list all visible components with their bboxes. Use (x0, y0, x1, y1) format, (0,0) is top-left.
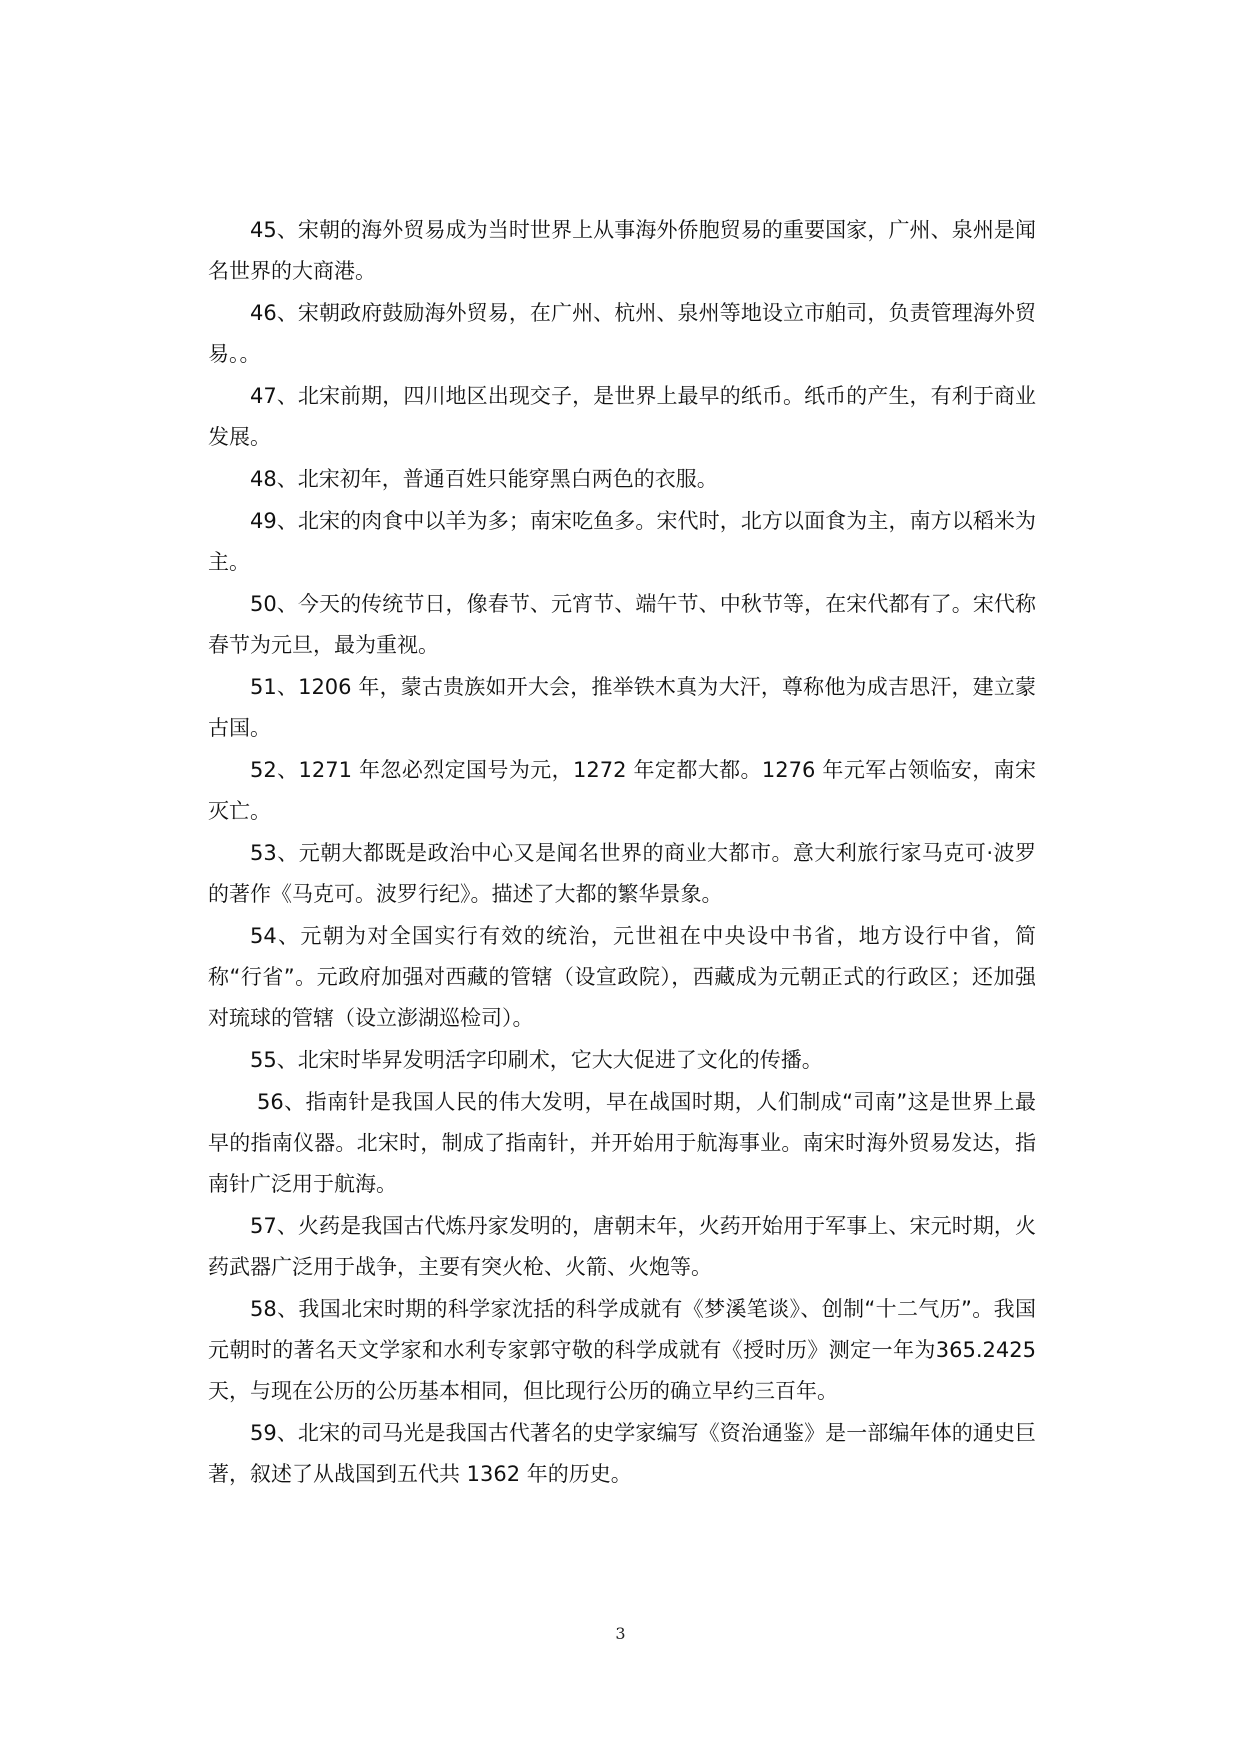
paragraph-59: 59、北宋的司马光是我国古代著名的史学家编写《资治通鉴》是一部编年体的通史巨著，叙述了从战国到五代共 1362 年的历史。 (208, 1421, 1036, 1486)
paragraph-54: 54、元朝为对全国实行有效的统治，元世祖在中央设中书省，地方设行中省，简称“行省”。元政府加强对西藏的管辖（设宣政院），西藏成为元朝正式的行政区；还加强对琉球的管辖（设立澎湖巡检司）。 (208, 924, 1036, 1030)
paragraph-57: 57、火药是我国古代炼丹家发明的，唐朝末年，火药开始用于军事上、宋元时期，火药武器广泛用于战争，主要有突火枪、火箭、火炮等。 (208, 1214, 1036, 1279)
paragraph-49: 49、北宋的肉食中以羊为多；南宋吃鱼多。宋代时，北方以面食为主，南方以稻米为主。 (208, 509, 1036, 574)
paragraph-52: 52、1271 年忽必烈定国号为元，1272 年定都大都。1276 年元军占领临安，南宋灭亡。 (208, 758, 1036, 823)
paragraph-45: 45、宋朝的海外贸易成为当时世界上从事海外侨胞贸易的重要国家，广州、泉州是闻名世界的大商港。 (208, 218, 1036, 283)
paragraph-48: 48、北宋初年，普通百姓只能穿黑白两色的衣服。 (250, 467, 718, 491)
document-body (208, 210, 1036, 1496)
page-number: 3 (615, 1624, 626, 1643)
paragraph-58: 58、我国北宋时期的科学家沈括的科学成就有《梦溪笔谈》、创制“十二气历”。我国元朝时的著名天文学家和水利专家郭守敬的科学成就有《授时历》测定一年为365.2425 天，与现在公历的公历基本相同，但比现行公历的确立早约三百年。 (208, 1297, 1036, 1403)
paragraph-56: 56、指南针是我国人民的伟大发明，早在战国时期，人们制成“司南”这是世界上最早的指南仪器。北宋时，制成了指南针，并开始用于航海事业。南宋时海外贸易发达，指南针广泛用于航海。 (208, 1090, 1036, 1196)
paragraph-55: 55、北宋时毕昇发明活字印刷术，它大大促进了文化的传播。 (250, 1048, 823, 1072)
paragraph-47: 47、北宋前期，四川地区出现交子，是世界上最早的纸币。纸币的产生，有利于商业发展。 (208, 384, 1036, 449)
paragraph-51: 51、1206 年，蒙古贵族如开大会，推举铁木真为大汗，尊称他为成吉思汗，建立蒙古国。 (208, 675, 1036, 740)
paragraph-50: 50、今天的传统节日，像春节、元宵节、端午节、中秋节等，在宋代都有了。宋代称春节为元旦，最为重视。 (208, 592, 1036, 657)
paragraph-46: 46、宋朝政府鼓励海外贸易，在广州、杭州、泉州等地设立市舶司，负责管理海外贸易。。 (208, 301, 1036, 366)
paragraph-53: 53、元朝大都既是政治中心又是闻名世界的商业大都市。意大利旅行家马克可·波罗的著作《马克可。波罗行纪》。描述了大都的繁华景象。 (208, 841, 1036, 906)
